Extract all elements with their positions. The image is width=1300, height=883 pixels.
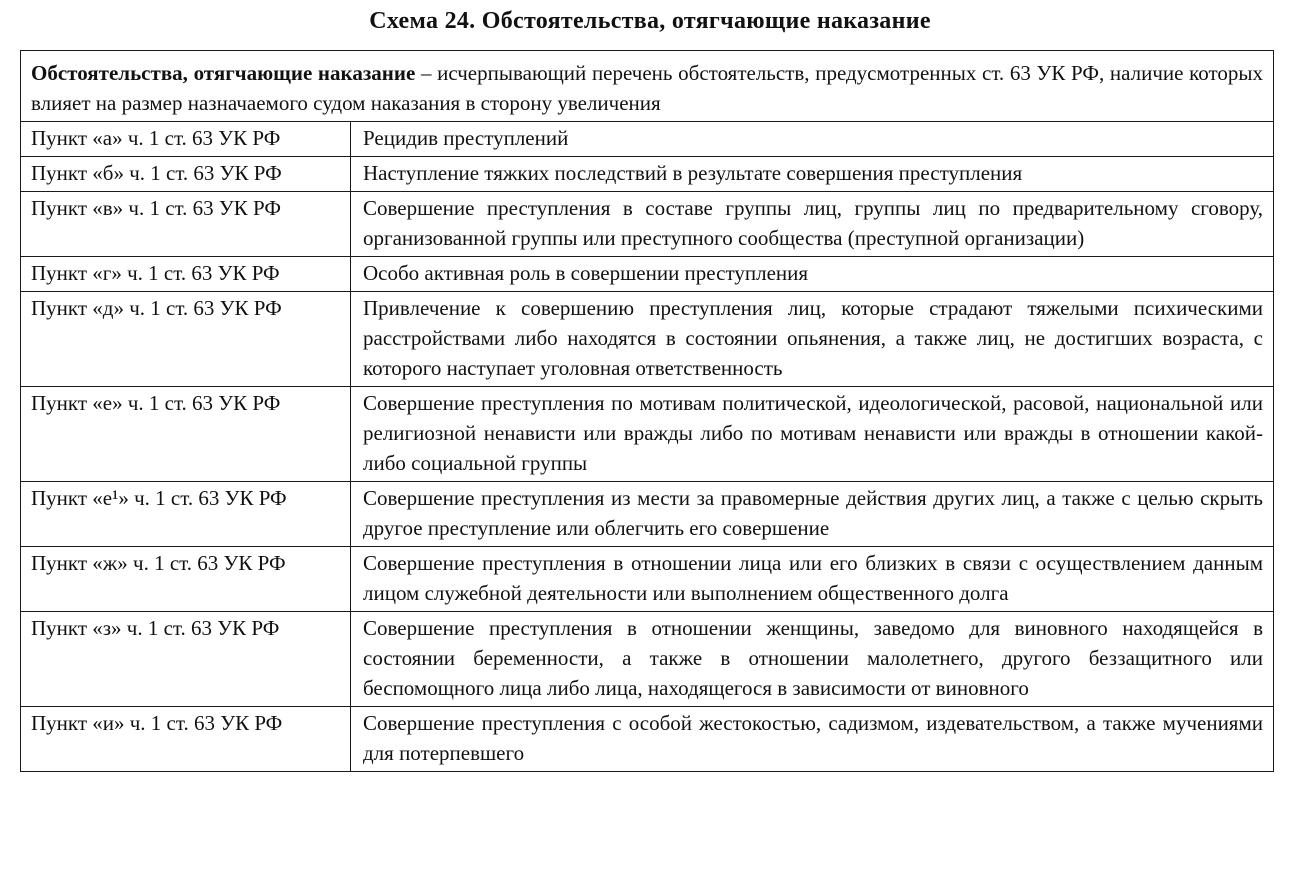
page-title: Схема 24. Обстоятельства, отягчающие наказание <box>369 8 931 34</box>
table-row <box>21 387 1274 482</box>
description-cell: Совершение преступления в отношении лица или его близких в связи с осуществлением данным лицом служебной деятельности или выполнением общественного долга <box>351 547 1274 612</box>
table-row <box>21 707 1274 772</box>
aggravating-circumstances-table <box>20 50 1274 772</box>
table-row <box>21 482 1274 547</box>
article-cell: Пункт «е» ч. 1 ст. 63 УК РФ <box>21 387 351 482</box>
article-cell: Пункт «б» ч. 1 ст. 63 УК РФ <box>21 157 351 192</box>
table-row <box>21 257 1274 292</box>
description-cell: Наступление тяжких последствий в результате совершения преступления <box>351 157 1274 192</box>
article-cell: Пункт «д» ч. 1 ст. 63 УК РФ <box>21 292 351 387</box>
table-row <box>21 292 1274 387</box>
description-cell: Совершение преступления с особой жестокостью, садизмом, издевательством, а также мучениями для потерпевшего <box>351 707 1274 772</box>
table-row <box>21 122 1274 157</box>
definition-text: – исчерпывающий перечень обстоятельств, предусмотренных ст. 63 УК РФ, наличие которых влияет на размер назначаемого судом наказания в сторону увеличения <box>31 61 1263 115</box>
definition-term: Обстоятельства, отягчающие наказание <box>31 61 416 85</box>
article-cell: Пункт «и» ч. 1 ст. 63 УК РФ <box>21 707 351 772</box>
article-cell: Пункт «г» ч. 1 ст. 63 УК РФ <box>21 257 351 292</box>
article-cell: Пункт «а» ч. 1 ст. 63 УК РФ <box>21 122 351 157</box>
table-row <box>21 157 1274 192</box>
article-cell: Пункт «з» ч. 1 ст. 63 УК РФ <box>21 612 351 707</box>
description-cell: Совершение преступления в отношении женщины, заведомо для виновного находящейся в состоянии беременности, а также в отношении малолетнего, другого беззащитного или беспомощного лица либо лица, находящегося в зависимости от виновного <box>351 612 1274 707</box>
table-row <box>21 547 1274 612</box>
table-row <box>21 612 1274 707</box>
article-cell: Пункт «е¹» ч. 1 ст. 63 УК РФ <box>21 482 351 547</box>
description-cell: Привлечение к совершению преступления лиц, которые страдают тяжелыми психическими расстройствами либо находятся в состоянии опьянения, а также лиц, не достигших возраста, с которого наступает уголовная ответственность <box>351 292 1274 387</box>
definition-row <box>21 51 1274 122</box>
description-cell: Рецидив преступлений <box>351 122 1274 157</box>
description-cell: Совершение преступления по мотивам политической, идеологической, расовой, национальной или религиозной ненависти или вражды либо по мотивам ненависти или вражды в отношении какой-либо социальной группы <box>351 387 1274 482</box>
definition-cell <box>21 51 1274 122</box>
article-cell: Пункт «в» ч. 1 ст. 63 УК РФ <box>21 192 351 257</box>
description-cell: Особо активная роль в совершении преступления <box>351 257 1274 292</box>
article-cell: Пункт «ж» ч. 1 ст. 63 УК РФ <box>21 547 351 612</box>
description-cell: Совершение преступления в составе группы лиц, группы лиц по предварительному сговору, организованной группы или преступного сообщества (преступной организации) <box>351 192 1274 257</box>
table-row <box>21 192 1274 257</box>
description-cell: Совершение преступления из мести за правомерные действия других лиц, а также с целью скрыть другое преступление или облегчить его совершение <box>351 482 1274 547</box>
